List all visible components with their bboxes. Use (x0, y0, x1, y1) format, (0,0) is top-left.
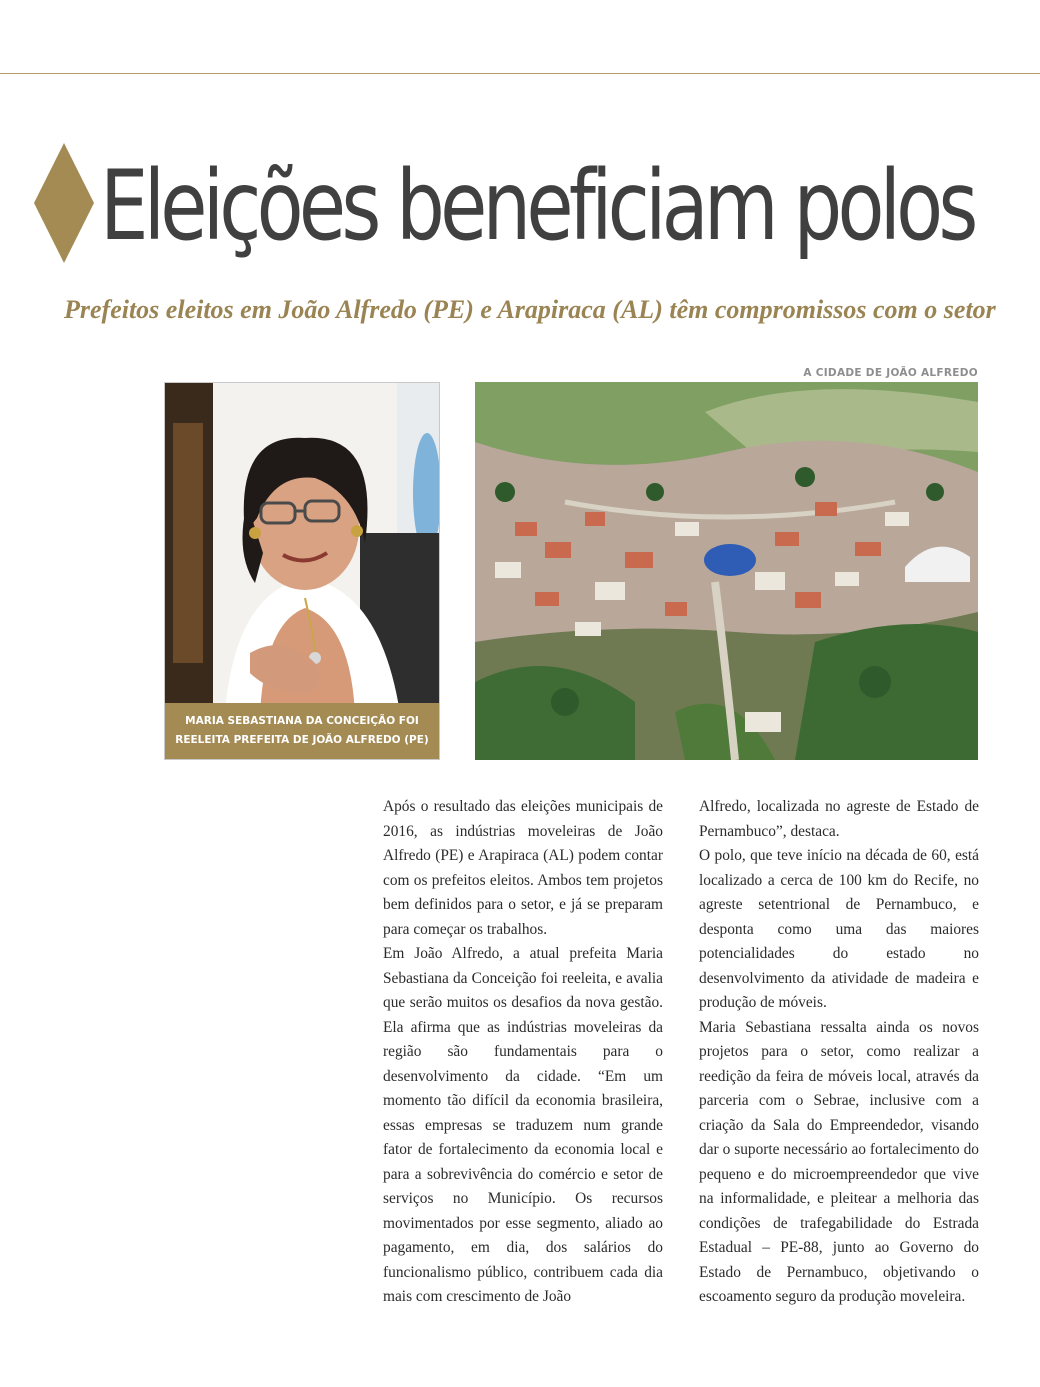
diamond-ornament-icon (34, 143, 94, 263)
portrait-caption-line-2: REELEITA PREFEITA DE JOÃO ALFREDO (PE) (175, 734, 429, 746)
text-column-2 (699, 795, 979, 1310)
portrait-photo (164, 382, 440, 760)
portrait-caption-line-1: MARIA SEBASTIANA DA CONCEIÇÃO FOI (185, 715, 419, 727)
paragraph: Em João Alfredo, a atual prefeita Maria Sebastiana da Conceição foi reeleita, e avalia que serão muitos os desafios da nova gestão. Ela afirma que as indústrias moveleiras da região são fundamentais para o desenvolvimento da cidade. “Em um momento tão difícil da economia brasileira, essas empresas se traduzem num grande fator de fortalecimento da economia local e para a sobrevivência do comércio e setor de serviços no Município. Os recursos movimentados por esse segmento, aliado ao pagamento, em dia, dos salários do funcionalismo público, contribuem cada dia mais com crescimento de João (383, 945, 663, 1305)
subtitle: Prefeitos eleitos em João Alfredo (PE) e Arapiraca (AL) têm compromissos com o setor (64, 295, 996, 324)
photo-credit: A CIDADE DE JOÃO ALFREDO (803, 367, 978, 379)
city-photo (475, 382, 978, 760)
text-column-1 (383, 795, 663, 1310)
paragraph: Após o resultado das eleições municipais de 2016, as indústrias moveleiras de João Alfredo (PE) e Arapiraca (AL) podem contar com os prefeitos eleitos. Ambos tem projetos bem definidos para o setor, e já se preparam para começar os trabalhos. (383, 798, 663, 938)
paragraph: O polo, que teve início na década de 60, está localizado a cerca de 100 km do Recife, no agreste setentrional de Pernambuco, e desponta como uma das maiores potencialidades do estado no desenvolvimento da atividade de madeira e produção de móveis. (699, 847, 979, 1011)
city-illustration (475, 382, 978, 760)
top-rule (0, 73, 1040, 74)
paragraph: Alfredo, localizada no agreste de Estado de Pernambuco”, destaca. (699, 798, 979, 840)
paragraph: Maria Sebastiana ressalta ainda os novos projetos para o setor, como realizar a reedição da feira de móveis local, através da parceria com o Sebrae, inclusive com a criação da Sala do Empreendedor, visando dar o suporte necessário ao fortalecimento do pequeno e do microempreendedor que vive na informalidade, e pleitear a melhoria das condições de trafegabilidade do Estrada Estadual – PE-88, junto ao Governo do Estado de Pernambuco, objetivando o escoamento seguro da produção moveleira. (699, 1018, 979, 1305)
headline: Eleições beneficiam polos (100, 150, 974, 262)
portrait-caption (165, 703, 439, 759)
